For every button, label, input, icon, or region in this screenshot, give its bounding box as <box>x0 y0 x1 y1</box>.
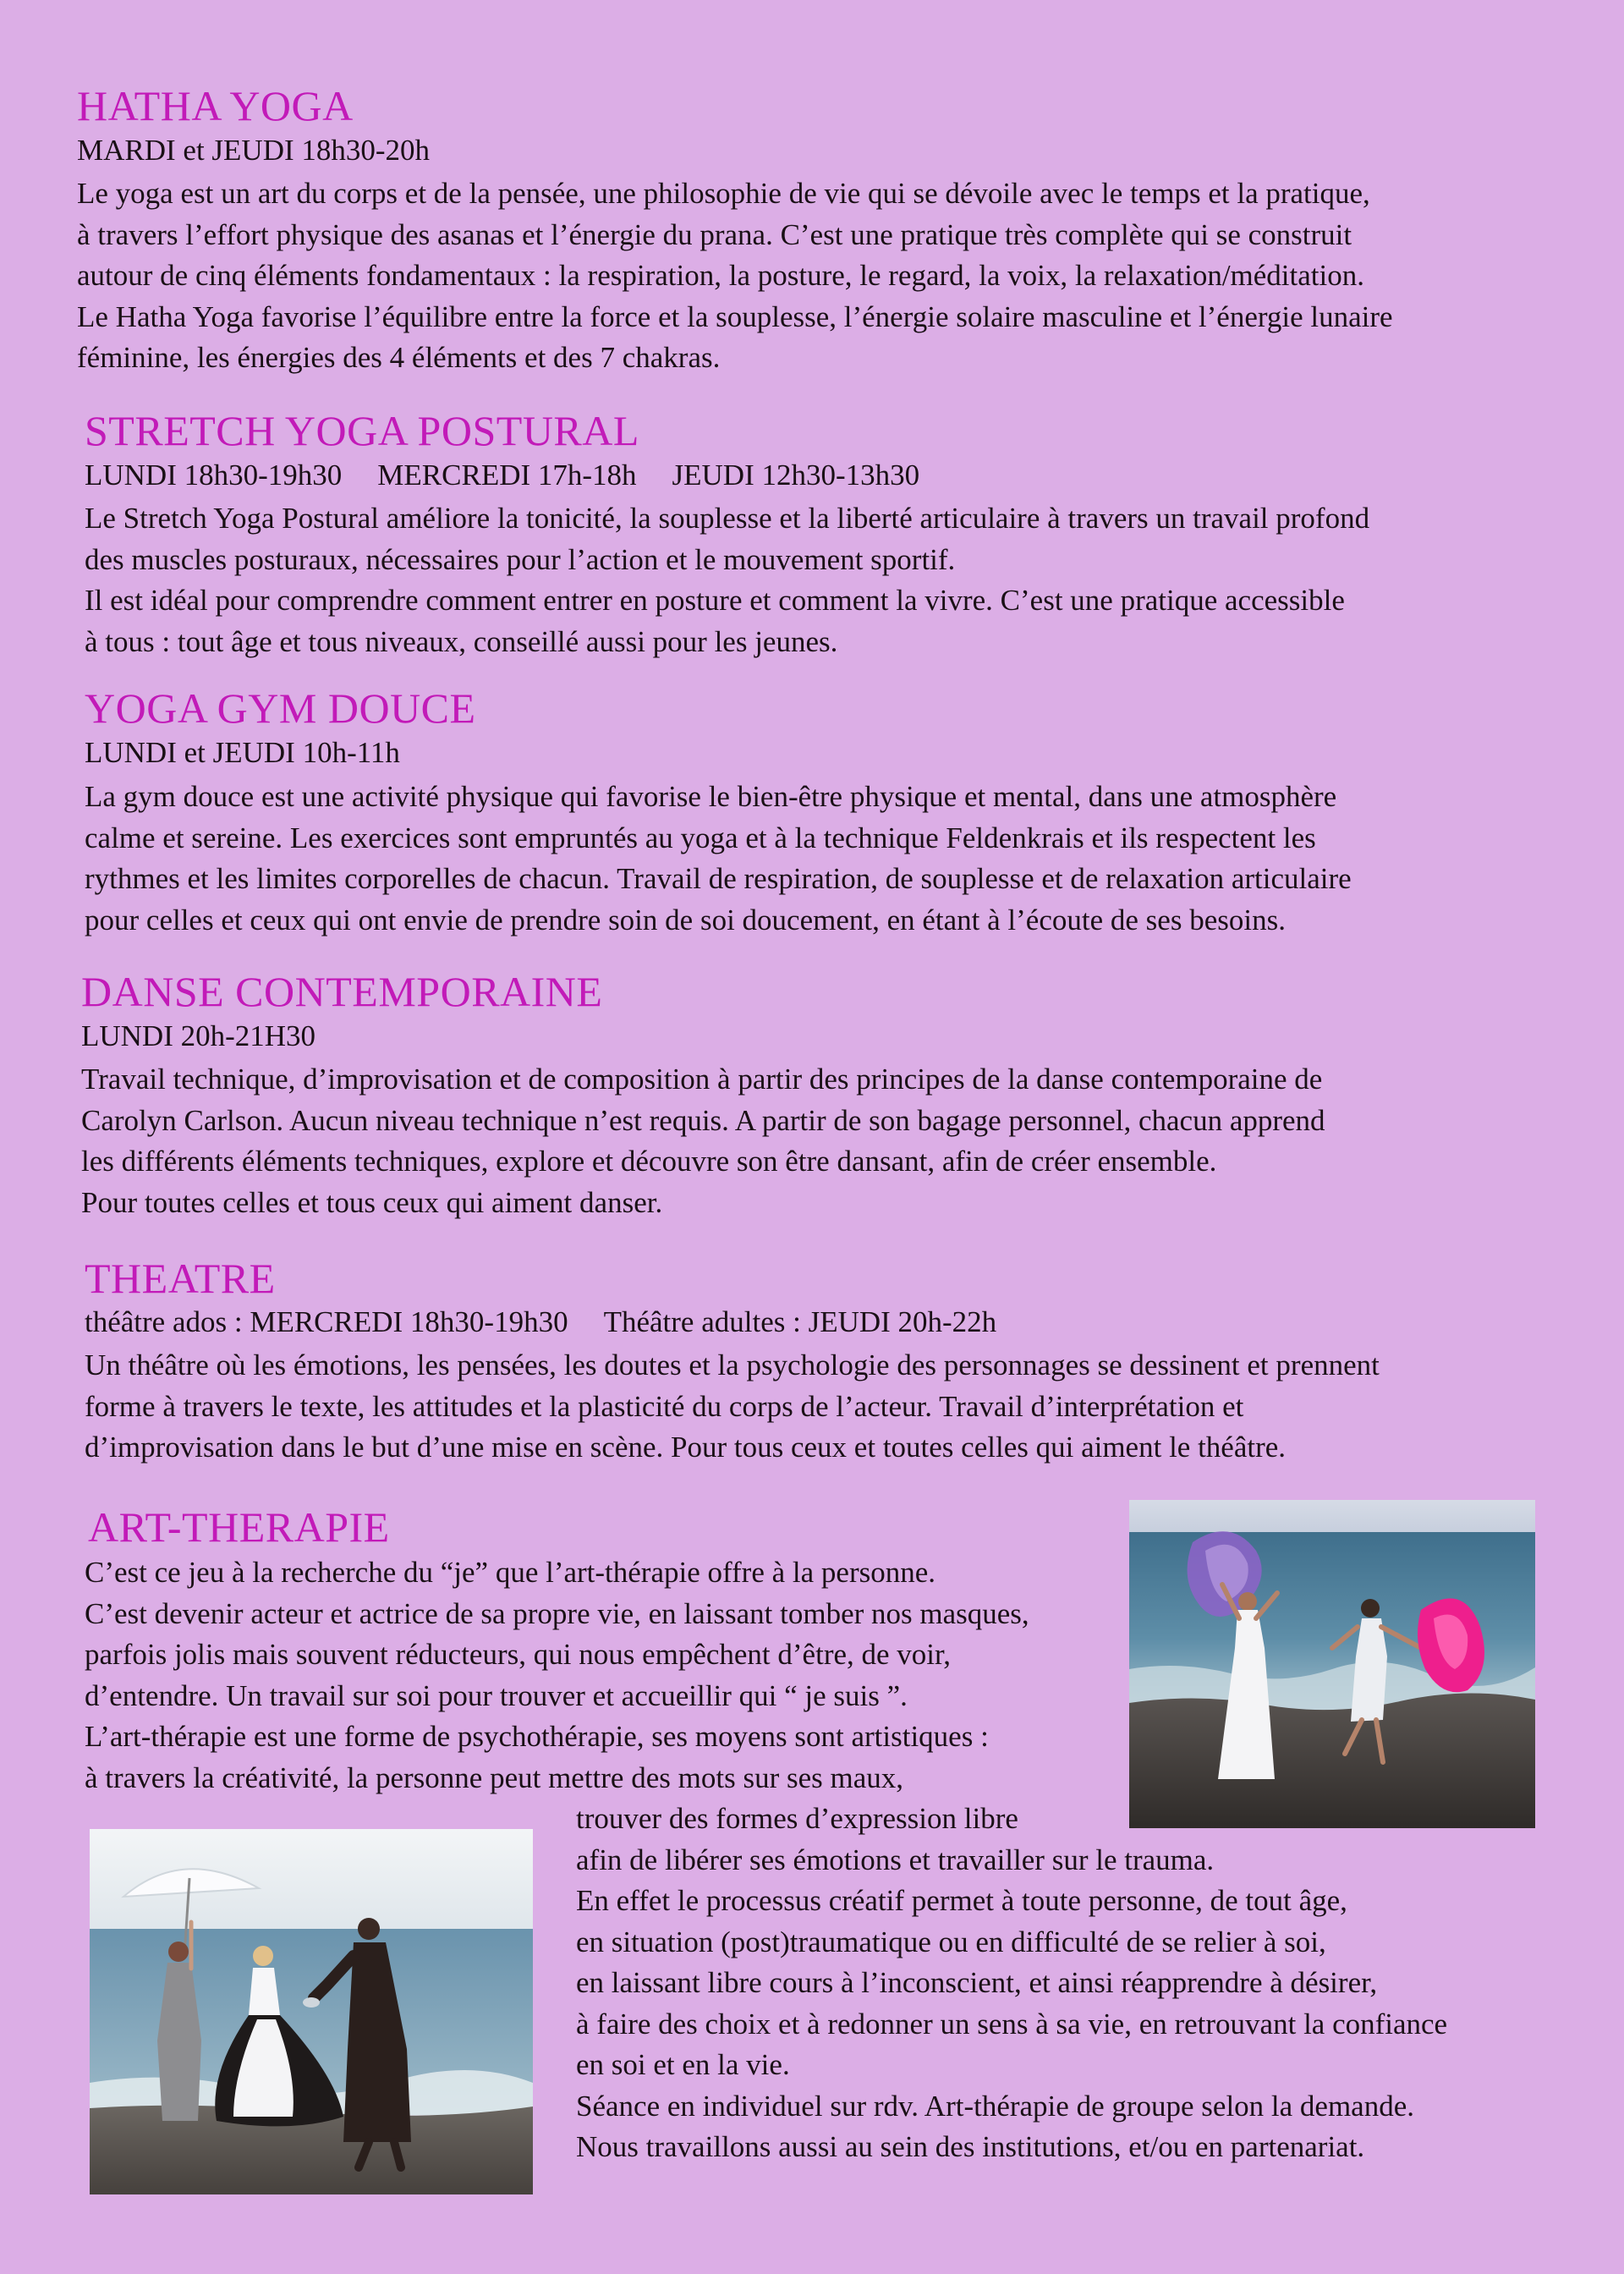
text-line: trouver des formes d’expression libre <box>576 1802 1018 1835</box>
text-line: En effet le processus créatif permet à toute personne, de tout âge, <box>576 1884 1347 1917</box>
text-line: forme à travers le texte, les attitudes et la plasticité du corps de l’acteur. Travail d’interprétation et <box>85 1389 1244 1423</box>
description-top <box>85 1552 1029 1799</box>
text-line: à travers l’effort physique des asanas et l’énergie du prana. C’est une pratique très complète qui se construit <box>77 217 1352 251</box>
schedule-item: Théâtre adultes : JEUDI 20h-22h <box>603 1305 997 1338</box>
section-title: STRETCH YOGA POSTURAL <box>85 407 639 454</box>
text-line: féminine, les énergies des 4 éléments et des 7 chakras. <box>77 341 721 374</box>
text-line: Pour toutes celles et tous ceux qui aiment danser. <box>81 1185 663 1219</box>
text-line: à tous : tout âge et tous niveaux, conseillé aussi pour les jeunes. <box>85 624 838 658</box>
schedule <box>85 736 400 770</box>
schedule <box>81 1019 315 1053</box>
section-title: DANSE CONTEMPORAINE <box>81 968 603 1015</box>
text-line: pour celles et ceux qui ont envie de prendre soin de soi doucement, en étant à l’écoute de ses besoins. <box>85 903 1286 937</box>
description-bottom <box>576 1799 1447 2168</box>
text-line: des muscles posturaux, nécessaires pour l’action et le mouvement sportif. <box>85 542 956 576</box>
text-line: Il est idéal pour comprendre comment entrer en posture et comment la vivre. C’est une pratique accessible <box>85 584 1345 617</box>
section-title: ART-THERAPIE <box>88 1503 390 1551</box>
photo-actors-umbrella <box>90 1829 533 2194</box>
schedule-item: LUNDI 18h30-19h30 <box>85 459 343 492</box>
text-line: C’est devenir acteur et actrice de sa propre vie, en laissant tomber nos masques, <box>85 1596 1029 1630</box>
text-line: parfois jolis mais souvent réducteurs, qui nous empêchent d’être, de voir, <box>85 1638 952 1671</box>
text-line: Le yoga est un art du corps et de la pensée, une philosophie de vie qui se dévoile avec le temps et la pratique, <box>77 177 1370 210</box>
photo-dancers-scarves <box>1129 1500 1535 1828</box>
text-line: d’improvisation dans le but d’une mise en scène. Pour tous ceux et toutes celles qui aiment le théâtre. <box>85 1431 1287 1464</box>
schedule-item: MERCREDI 17h-18h <box>377 459 637 492</box>
text-line: Un théâtre où les émotions, les pensées, les doutes et la psychologie des personnages se dessinent et prennent <box>85 1348 1380 1381</box>
description <box>81 1059 1325 1223</box>
actors-beach-image <box>90 1829 533 2194</box>
section-title: HATHA YOGA <box>77 82 354 129</box>
text-line: calme et sereine. Les exercices sont empruntés au yoga et à la technique Feldenkrais et ils respectent les <box>85 821 1316 854</box>
text-line: autour de cinq éléments fondamentaux : la respiration, la posture, le regard, la voix, la relaxation/méditation. <box>77 259 1364 292</box>
text-line: Carolyn Carlson. Aucun niveau technique n’est requis. A partir de son bagage personnel, chacun apprend <box>81 1103 1325 1137</box>
text-line: rythmes et les limites corporelles de chacun. Travail de respiration, de souplesse et de relaxation articulaire <box>85 862 1352 895</box>
schedule-item: JEUDI 12h30-13h30 <box>672 459 920 492</box>
dancers-beach-image <box>1129 1500 1535 1828</box>
description <box>85 498 1369 662</box>
schedule-item: théâtre ados : MERCREDI 18h30-19h30 <box>85 1305 568 1338</box>
text-line: Nous travaillons aussi au sein des institutions, et/ou en partenariat. <box>576 2130 1365 2163</box>
section-title: YOGA GYM DOUCE <box>85 684 476 732</box>
schedule-item: LUNDI et JEUDI 10h-11h <box>85 736 400 769</box>
schedule <box>85 1305 996 1339</box>
text-line: en situation (post)traumatique ou en difficulté de se relier à soi, <box>576 1925 1326 1958</box>
section-title: THEATRE <box>85 1255 276 1302</box>
schedule <box>77 134 430 168</box>
text-line: C’est ce jeu à la recherche du “je” que l’art-thérapie offre à la personne. <box>85 1556 936 1589</box>
description <box>77 173 1393 379</box>
text-line: à travers la créativité, la personne peut mettre des mots sur ses maux, <box>85 1760 904 1794</box>
description <box>85 777 1352 941</box>
text-line: d’entendre. Un travail sur soi pour trouver et accueillir qui “ je suis ”. <box>85 1678 908 1712</box>
text-line: La gym douce est une activité physique qui favorise le bien-être physique et mental, dans une atmosphère <box>85 780 1337 813</box>
text-line: en laissant libre cours à l’inconscient, et ainsi réapprendre à désirer, <box>576 1966 1378 1999</box>
text-line: Le Hatha Yoga favorise l’équilibre entre la force et la souplesse, l’énergie solaire masculine et l’énergie lunaire <box>77 299 1393 333</box>
text-line: afin de libérer ses émotions et travailler sur le trauma. <box>576 1843 1215 1876</box>
text-line: Le Stretch Yoga Postural améliore la tonicité, la souplesse et la liberté articulaire à travers un travail profond <box>85 502 1370 535</box>
description <box>85 1345 1380 1469</box>
schedule-item: MARDI et JEUDI 18h30-20h <box>77 134 431 167</box>
text-line: les différents éléments techniques, explore et découvre son être dansant, afin de créer ensemble. <box>81 1145 1217 1178</box>
text-line: Séance en individuel sur rdv. Art-thérapie de groupe selon la demande. <box>576 2089 1415 2123</box>
text-line: en soi et en la vie. <box>576 2048 790 2081</box>
text-line: Travail technique, d’improvisation et de composition à partir des principes de la danse contemporaine de <box>81 1063 1323 1096</box>
schedule <box>85 459 919 492</box>
schedule-item: LUNDI 20h-21H30 <box>81 1019 316 1052</box>
text-line: à faire des choix et à redonner un sens à sa vie, en retrouvant la confiance <box>576 2007 1448 2041</box>
text-line: L’art-thérapie est une forme de psychothérapie, ses moyens sont artistiques : <box>85 1720 989 1753</box>
